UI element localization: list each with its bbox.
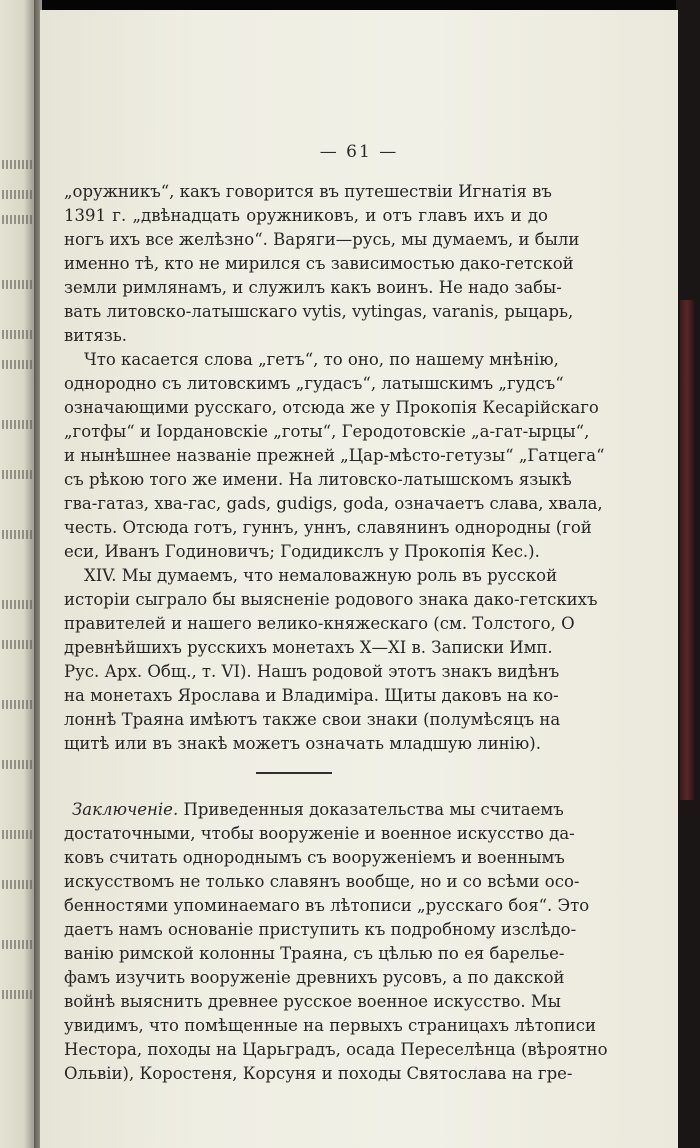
page-number: — 61 — <box>319 142 399 162</box>
text-line: лоннѣ Траяна имѣютъ также свои знаки (полумѣсяцъ на <box>64 710 561 729</box>
text-line: Что касается слова „гетъ“, то оно, по нашему мнѣнію, <box>84 350 559 369</box>
conclusion-heading: Заключеніе. <box>72 800 179 819</box>
text-line: Рус. Арх. Общ., т. VI). Нашъ родовой этотъ знакъ видѣнъ <box>64 662 560 681</box>
text-line: земли римлянамъ, и служилъ какъ воинъ. Не надо забы- <box>64 278 562 297</box>
text-line: фамъ изучить вооруженіе древнихъ русовъ, а по дакской <box>64 968 565 987</box>
text-line: гва-гатаз, хва-гас, gads, gudigs, goda, означаетъ слава, хвала, <box>64 494 603 513</box>
text-line: исторіи сыграло бы выясненіе родового знака дако-гетскихъ <box>64 590 598 609</box>
text-line: ванію римской колонны Траяна, съ цѣлью по ея барелье- <box>64 944 565 963</box>
text-line: означающими русскаго, отсюда же у Прокопія Кесарійскаго <box>64 398 599 417</box>
text-line: правителей и нашего велико-княжескаго (см. Толстого, О <box>64 614 575 633</box>
text-line: на монетахъ Ярослава и Владиміра. Щиты даковъ на ко- <box>64 686 559 705</box>
text-line: ковъ считать однороднымъ съ вооруженіемъ и военнымъ <box>64 848 565 867</box>
text-line: вать литовско-латышскаго vytis, vytingas, varanis, рыцарь, <box>64 302 574 321</box>
conclusion-first-line <box>72 800 564 820</box>
text-line: даетъ намъ основаніе приступить къ подробному изслѣдо- <box>64 920 577 939</box>
text-line: и нынѣшнее названіе прежней „Цар-мѣсто-гетузы“ „Гатцега“ <box>64 446 605 465</box>
text-line: 1391 г. „двѣнадцать оружниковъ, и отъ главъ ихъ и до <box>64 206 548 225</box>
text-line: искусствомъ не только славянъ вообще, но и со всѣми осо- <box>64 872 580 891</box>
text-line: XIV. Мы думаемъ, что немаловажную роль въ русской <box>84 566 558 585</box>
text-line: Ольвіи), Коростеня, Корсуня и походы Святослава на гре- <box>64 1064 573 1083</box>
text-line: съ рѣкою того же имени. На литовско-латышскомъ языкѣ <box>64 470 572 489</box>
section-divider <box>256 772 332 774</box>
text-line: Нестора, походы на Царьградъ, осада Переселѣнца (вѣроятно <box>64 1040 608 1059</box>
text-line: „готфы“ и Іордановскіе „готы“, Геродотовскіе „а-гат-ырцы“, <box>64 422 590 441</box>
book-page <box>40 10 678 1148</box>
text-line: щитѣ или въ знакѣ можетъ означать младшую линію). <box>64 734 541 753</box>
text-line: достаточными, чтобы вооруженіе и военное искусство да- <box>64 824 575 843</box>
text-line: древнѣйшихъ русскихъ монетахъ X—XI в. Записки Имп. <box>64 638 553 657</box>
text-line: „оружникъ“, какъ говорится въ путешествіи Игнатія въ <box>64 182 552 201</box>
text-line: войнѣ выяснить древнее русское военное искусство. Мы <box>64 992 561 1011</box>
facing-page-edge <box>0 0 34 1148</box>
conclusion-first-line-text: Приведенныя доказательства мы считаемъ <box>183 800 564 819</box>
text-line: витязь. <box>64 326 128 345</box>
text-line: ногъ ихъ все желѣзно“. Варяги—русь, мы думаемъ, и были <box>64 230 580 249</box>
text-line: увидимъ, что помѣщенные на первыхъ страницахъ лѣтописи <box>64 1016 597 1035</box>
text-line: бенностями упоминаемаго въ лѣтописи „русскаго боя“. Это <box>64 896 590 915</box>
text-line: именно тѣ, кто не мирился съ зависимостью дако-гетской <box>64 254 574 273</box>
book-cover-edge <box>676 0 700 1148</box>
text-line: честь. Отсюда готъ, гуннъ, уннъ, славянинъ однородны (гой <box>64 518 592 537</box>
text-line: еси, Иванъ Годиновичъ; Годидикслъ у Прокопія Кес.). <box>64 542 540 561</box>
text-line: однородно съ литовскимъ „гудасъ“, латышскимъ „гудсъ“ <box>64 374 564 393</box>
